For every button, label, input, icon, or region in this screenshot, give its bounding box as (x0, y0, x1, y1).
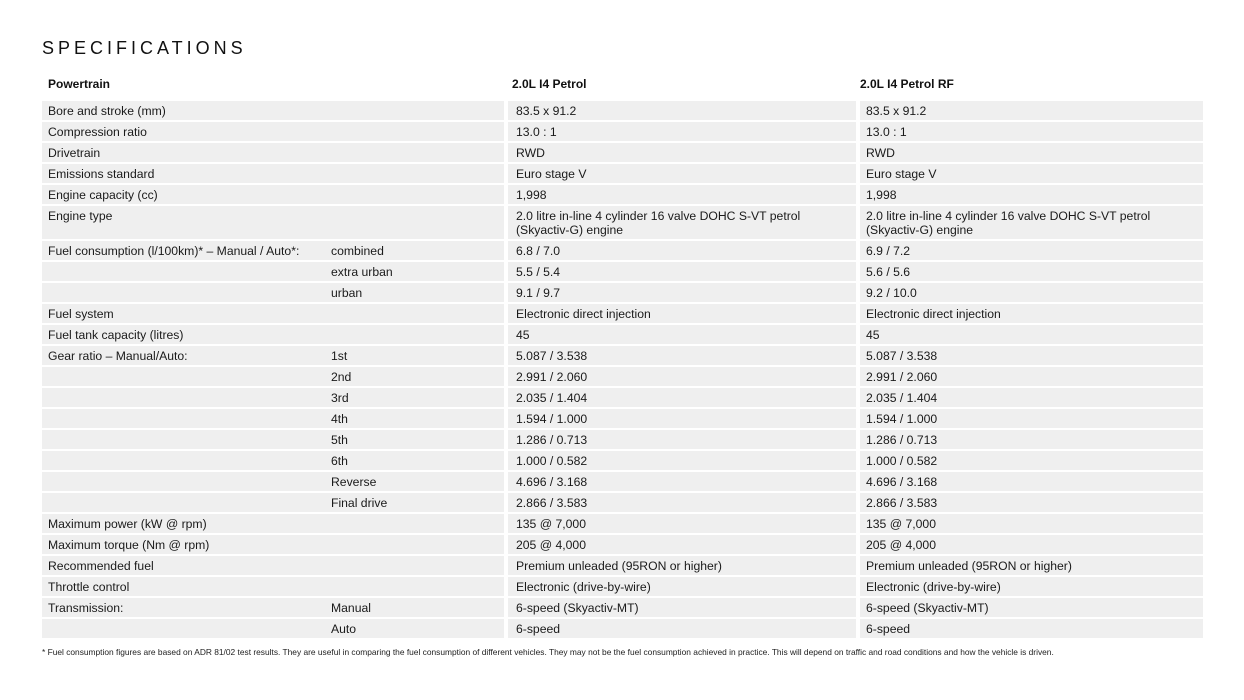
spec-value-petrol: 1,998 (508, 185, 856, 206)
spec-row-label (42, 206, 504, 241)
spec-sublabel (331, 580, 498, 594)
spec-row-label (42, 598, 504, 619)
spec-value-petrol-rf: 9.2 / 10.0 (860, 283, 1203, 304)
spec-value-petrol: 1.000 / 0.582 (508, 451, 856, 472)
spec-value-petrol: Electronic direct injection (508, 304, 856, 325)
spec-row-label (42, 451, 504, 472)
spec-value-petrol: RWD (508, 143, 856, 164)
spec-sublabel (331, 209, 498, 237)
spec-value-petrol-rf: 6.9 / 7.2 (860, 241, 1203, 262)
spec-row-label (42, 430, 504, 451)
spec-label: Maximum torque (Nm @ rpm) (48, 538, 210, 552)
spec-value-petrol: Premium unleaded (95RON or higher) (508, 556, 856, 577)
spec-value-petrol-rf: 2.866 / 3.583 (860, 493, 1203, 514)
spec-row-label (42, 262, 504, 283)
spec-row-label (42, 143, 504, 164)
spec-value-petrol-rf: Electronic (drive-by-wire) (860, 577, 1203, 598)
spec-value-petrol: 5.087 / 3.538 (508, 346, 856, 367)
spec-value-petrol: 205 @ 4,000 (508, 535, 856, 556)
spec-sublabel (331, 307, 498, 321)
spec-sublabel (331, 167, 498, 181)
spec-label (48, 391, 331, 405)
spec-sublabel: Manual (331, 601, 371, 615)
spec-sublabel: Final drive (331, 496, 388, 510)
spec-value-petrol: 1.594 / 1.000 (508, 409, 856, 430)
spec-value-petrol-rf: 6-speed (860, 619, 1203, 640)
spec-label (48, 412, 331, 426)
spec-value-petrol: 2.035 / 1.404 (508, 388, 856, 409)
spec-row-label (42, 577, 504, 598)
spec-label (48, 475, 331, 489)
spec-value-petrol-rf: 2.0 litre in-line 4 cylinder 16 valve DOHC S-VT petrol (Skyactiv-G) engine (860, 206, 1203, 241)
spec-sublabel (331, 328, 498, 342)
header-col-petrol: 2.0L I4 Petrol (512, 77, 587, 91)
spec-value-petrol: 6.8 / 7.0 (508, 241, 856, 262)
spec-sublabel: 1st (331, 349, 348, 363)
spec-value-petrol-rf: 1,998 (860, 185, 1203, 206)
spec-row-label (42, 556, 504, 577)
page-title: SPECIFICATIONS (42, 38, 247, 58)
spec-value-petrol-rf: Euro stage V (860, 164, 1203, 185)
spec-value-petrol: 4.696 / 3.168 (508, 472, 856, 493)
spec-label: Emissions standard (48, 167, 155, 181)
spec-label (48, 433, 331, 447)
spec-value-petrol-rf: 2.035 / 1.404 (860, 388, 1203, 409)
spec-row-label (42, 472, 504, 493)
spec-label (48, 286, 331, 300)
spec-value-petrol-rf: 5.087 / 3.538 (860, 346, 1203, 367)
spec-sublabel: 2nd (331, 370, 352, 384)
spec-sublabel (331, 517, 498, 531)
spec-value-petrol-rf: Electronic direct injection (860, 304, 1203, 325)
spec-row-label (42, 101, 504, 122)
spec-row-label (42, 388, 504, 409)
spec-label: Fuel tank capacity (litres) (48, 328, 184, 342)
spec-value-petrol: 135 @ 7,000 (508, 514, 856, 535)
spec-value-petrol: 6-speed (508, 619, 856, 640)
spec-label: Bore and stroke (mm) (48, 104, 166, 118)
spec-row-label (42, 325, 504, 346)
spec-value-petrol: 1.286 / 0.713 (508, 430, 856, 451)
spec-value-petrol-rf: Premium unleaded (95RON or higher) (860, 556, 1203, 577)
spec-label: Throttle control (48, 580, 130, 594)
spec-sublabel: urban (331, 286, 363, 300)
spec-label: Drivetrain (48, 146, 101, 160)
spec-value-petrol: 5.5 / 5.4 (508, 262, 856, 283)
spec-value-petrol: 2.0 litre in-line 4 cylinder 16 valve DOHC S-VT petrol (Skyactiv-G) engine (508, 206, 856, 241)
spec-value-petrol-rf: 83.5 x 91.2 (860, 101, 1203, 122)
spec-label (48, 454, 331, 468)
spec-sublabel (331, 188, 498, 202)
spec-label (48, 370, 331, 384)
spec-sublabel: extra urban (331, 265, 393, 279)
spec-row-label (42, 535, 504, 556)
spec-row-label (42, 122, 504, 143)
spec-value-petrol: 45 (508, 325, 856, 346)
spec-row-label (42, 346, 504, 367)
spec-sublabel: 6th (331, 454, 348, 468)
spec-sublabel: 3rd (331, 391, 349, 405)
spec-label (48, 622, 331, 636)
spec-value-petrol: 83.5 x 91.2 (508, 101, 856, 122)
spec-sublabel: Reverse (331, 475, 377, 489)
spec-value-petrol-rf: 205 @ 4,000 (860, 535, 1203, 556)
spec-value-petrol-rf: 1.594 / 1.000 (860, 409, 1203, 430)
spec-label: Engine type (48, 209, 113, 223)
spec-sublabel (331, 559, 498, 573)
spec-sublabel: 4th (331, 412, 348, 426)
spec-label (48, 496, 331, 510)
spec-row-label (42, 619, 504, 640)
spec-value-petrol-rf: 45 (860, 325, 1203, 346)
spec-row-label (42, 164, 504, 185)
spec-label: Transmission: (48, 601, 124, 615)
spec-value-petrol: 13.0 : 1 (508, 122, 856, 143)
spec-sublabel (331, 125, 498, 139)
spec-row-label (42, 514, 504, 535)
spec-row-label (42, 283, 504, 304)
spec-value-petrol: 2.991 / 2.060 (508, 367, 856, 388)
spec-value-petrol-rf: 5.6 / 5.6 (860, 262, 1203, 283)
spec-label (48, 265, 331, 279)
spec-sublabel: 5th (331, 433, 348, 447)
spec-row-label (42, 367, 504, 388)
spec-label: Compression ratio (48, 125, 147, 139)
spec-sublabel (331, 538, 498, 552)
spec-label: Maximum power (kW @ rpm) (48, 517, 207, 531)
spec-value-petrol: 2.866 / 3.583 (508, 493, 856, 514)
spec-sublabel: Auto (331, 622, 357, 636)
spec-label: Recommended fuel (48, 559, 154, 573)
spec-sublabel (331, 146, 498, 160)
spec-label: Engine capacity (cc) (48, 188, 158, 202)
spec-label: Fuel consumption (l/100km)* – Manual / Auto*: (48, 244, 300, 258)
header-col-petrol-rf: 2.0L I4 Petrol RF (860, 77, 954, 91)
spec-value-petrol-rf: 1.286 / 0.713 (860, 430, 1203, 451)
spec-label: Gear ratio – Manual/Auto: (48, 349, 188, 363)
spec-label: Fuel system (48, 307, 114, 321)
spec-value-petrol: Electronic (drive-by-wire) (508, 577, 856, 598)
spec-value-petrol-rf: 1.000 / 0.582 (860, 451, 1203, 472)
footnote: * Fuel consumption figures are based on ADR 81/02 test results. They are useful in comparing the fuel consumption of different vehicles. They may not be the fuel consumption achieved in practice. This will depend on traffic and road conditions and how the vehicle is driven. (42, 647, 1054, 657)
spec-value-petrol: 9.1 / 9.7 (508, 283, 856, 304)
spec-value-petrol: 6-speed (Skyactiv-MT) (508, 598, 856, 619)
spec-value-petrol-rf: 6-speed (Skyactiv-MT) (860, 598, 1203, 619)
spec-row-label (42, 409, 504, 430)
spec-row-label (42, 493, 504, 514)
spec-value-petrol: Euro stage V (508, 164, 856, 185)
spec-value-petrol-rf: 135 @ 7,000 (860, 514, 1203, 535)
spec-value-petrol-rf: RWD (860, 143, 1203, 164)
spec-row-label (42, 185, 504, 206)
header-powertrain: Powertrain (48, 77, 111, 91)
spec-row-label (42, 304, 504, 325)
spec-sublabel (331, 104, 498, 118)
spec-value-petrol-rf: 2.991 / 2.060 (860, 367, 1203, 388)
spec-value-petrol-rf: 13.0 : 1 (860, 122, 1203, 143)
spec-row-label (42, 241, 504, 262)
spec-sublabel: combined (331, 244, 384, 258)
spec-value-petrol-rf: 4.696 / 3.168 (860, 472, 1203, 493)
spec-table (42, 101, 1203, 640)
